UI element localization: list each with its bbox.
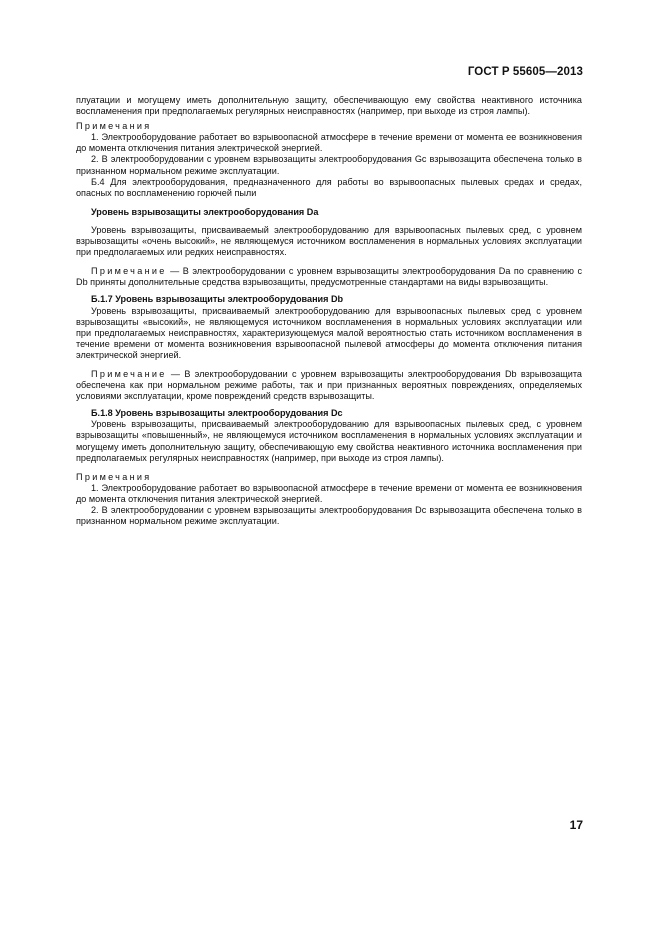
note-item: 2. В электрооборудовании с уровнем взрывозащиты электрооборудования Dc взрывозащита обеспечена только в признанном нормальном режиме эксплуатации. [76,505,582,527]
section-heading-dc: Б.1.8 Уровень взрывозащиты электрооборудования Dc [91,408,343,419]
paragraph-da: Уровень взрывозащиты, присваиваемый электрооборудованию для взрывоопасных пылевых сред, с уровнем взрывозащиты «очень высокий», не являющемуся источником воспламенения в нормальных условиях эксплуатации при предполагаемых или редких неисправностях. [76,224,582,258]
paragraph-dc: Уровень взрывозащиты, присваиваемый электрооборудованию для взрывоопасных пылевых сред, с уровнем взрывозащиты «повышенный», не являющемуся источником воспламенения в нормальных условиях эксплуатации и могущему иметь дополнительную защиту, обеспечивающую ему свойства неактивного источника воспламенения при предполагаемых регулярных неисправностях (например, при выходе из строя лампы). [76,419,582,463]
note-item: 1. Электрооборудование работает во взрывоопасной атмосфере в течение времени от момента ее возникновения до момента отключения питания электрической энергией. [76,132,582,154]
note-da [76,266,582,288]
note-item: 2. В электрооборудовании с уровнем взрывозащиты электрооборудования Gc взрывозащита обеспечена только в признанном нормальном режиме эксплуатации. [76,154,582,176]
standard-code: ГОСТ Р 55605—2013 [467,66,583,78]
note-text: — В электрооборудовании с уровнем взрывозащиты электрооборудования Da по сравнению с Db приняты дополнительные средства взрывозащиты, предусмотренные стандартами на виды взрывозащиты. [76,266,582,288]
paragraph-continuation: плуатации и могущему иметь дополнительную защиту, обеспечивающую ему свойства неактивного источника воспламенения при предполагаемых регулярных неисправностях (например, при выходе из строя лампы). [76,95,582,117]
notes-heading: Примечания [76,471,152,482]
page-body [76,95,582,527]
paragraph-db: Уровень взрывозащиты, присваиваемый электрооборудованию для взрывоопасных пылевых сред с уровнем взрывозащиты «высокий», не являющемуся источником воспламенения в нормальных условиях эксплуатации или при предполагаемых неисправностях, характеризующемуся малой вероятностью стать источником воспламенения в течение времени от момента возникновения взрывоопасной пылевой атмосферы до момента отключения питания электрической энергией. [76,305,582,360]
note-item: 1. Электрооборудование работает во взрывоопасной атмосфере в течение времени от момента ее возникновения до момента отключения питания электрической энергией. [76,482,582,504]
section-b4: Б.4 Для электрооборудования, предназначенного для работы во взрывоопасных пылевых средах и средах, опасных по воспламенению горючей пыли [76,176,582,198]
note-label: Примечание [91,368,167,379]
notes-heading: Примечания [76,121,152,132]
section-heading-db: Б.1.7 Уровень взрывозащиты электрооборудования Db [91,294,344,305]
note-db [76,369,582,402]
page-number: 17 [569,818,583,832]
note-text: — В электрооборудовании с уровнем взрывозащиты электрооборудования Db взрывозащита обеспечена как при нормальном режиме работы, так и при признанных вероятных повреждениях, определяемых условиями эксплуатации, кроме повреждений средств взрывозащиты. [76,368,582,402]
note-label: Примечание [91,266,167,277]
section-heading-da: Уровень взрывозащиты электрооборудования Da [91,206,319,217]
